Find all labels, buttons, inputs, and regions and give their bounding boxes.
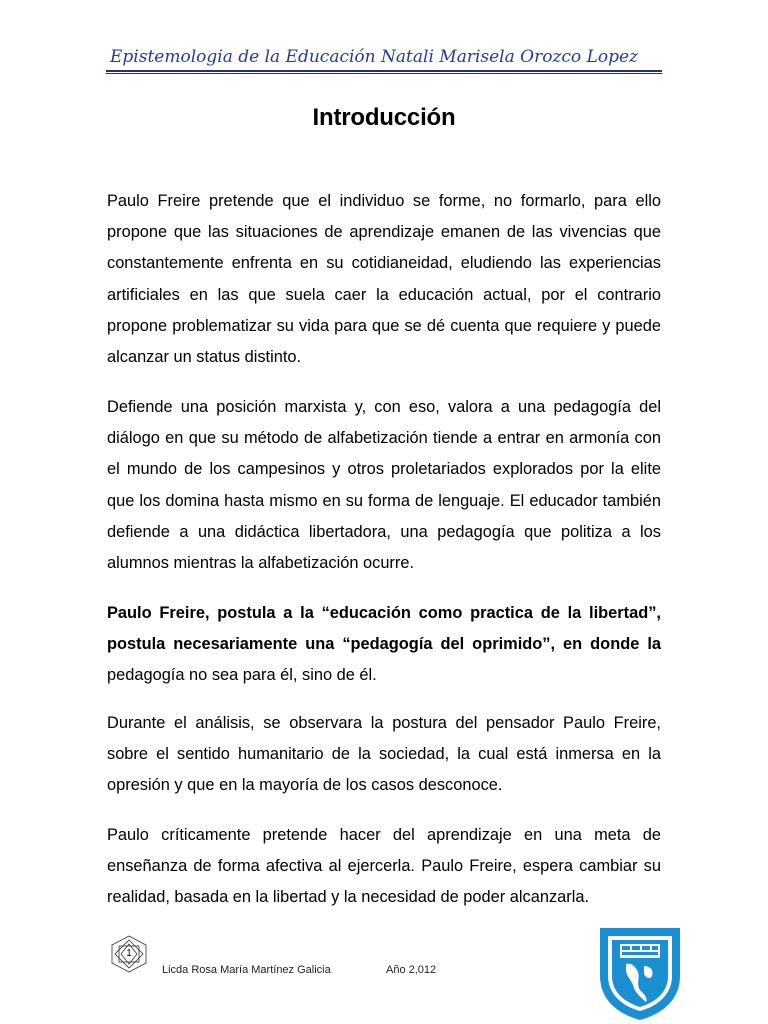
paragraph-3-bold: Paulo Freire, postula a la “educación como practica de la libertad”, postula necesariamente una “pedagogía del oprimido”, en donde la xyxy=(107,604,661,654)
paragraph-1: Paulo Freire pretende que el individuo se forme, no formarlo, para ello propone que las situaciones de aprendizaje emanen de las vivencias que constantemente enfrenta en su cotidianeidad, eludiendo las experiencias artificiales en las que suela caer la educación actual, por el contrario propone problematizar su vida para que se dé cuenta que requiere y puede alcanzar un status distinto. xyxy=(107,192,661,367)
header-author-name: Natali Marisela Orozco Lopez xyxy=(381,47,638,67)
header-rule-thin xyxy=(106,73,662,74)
page-footer xyxy=(0,930,768,1024)
university-seal-icon xyxy=(592,922,688,1022)
paragraph-3-normal: pedagogía no sea para él, sino de él. xyxy=(107,666,377,685)
footer-author: Licda Rosa María Martínez Galicia xyxy=(162,964,331,976)
footer-year: Año 2,012 xyxy=(386,964,437,976)
page-number: 1 xyxy=(126,948,132,959)
page-title: Introducción xyxy=(312,104,456,131)
paragraph-2: Defiende una posición marxista y, con eso, valora a una pedagogía del diálogo en que su método de alfabetización tiende a entrar en armonía con el mundo de los campesinos y otros proletariados explorados por la elite que los domina hasta mismo en su forma de lenguaje. El educador también defiende a una didáctica libertadora, una pedagogía que politiza a los alumnos mientras la alfabetización ocurre. xyxy=(107,398,661,573)
page-header xyxy=(106,44,662,70)
paragraph-3 xyxy=(107,598,661,692)
paragraph-5: Paulo críticamente pretende hacer del aprendizaje en una meta de enseñanza de forma afectiva al ejercerla. Paulo Freire, espera cambiar su realidad, basada en la libertad y la necesidad de poder alcanzarla. xyxy=(107,826,661,907)
paragraph-4: Durante el análisis, se observara la postura del pensador Paulo Freire, sobre el sentido humanitario de la sociedad, la cual está inmersa en la opresión y que en la mayoría de los casos desconoce. xyxy=(107,714,661,795)
header-course-title: Epistemologia de la Educación xyxy=(110,47,376,67)
header-rule xyxy=(106,70,662,72)
